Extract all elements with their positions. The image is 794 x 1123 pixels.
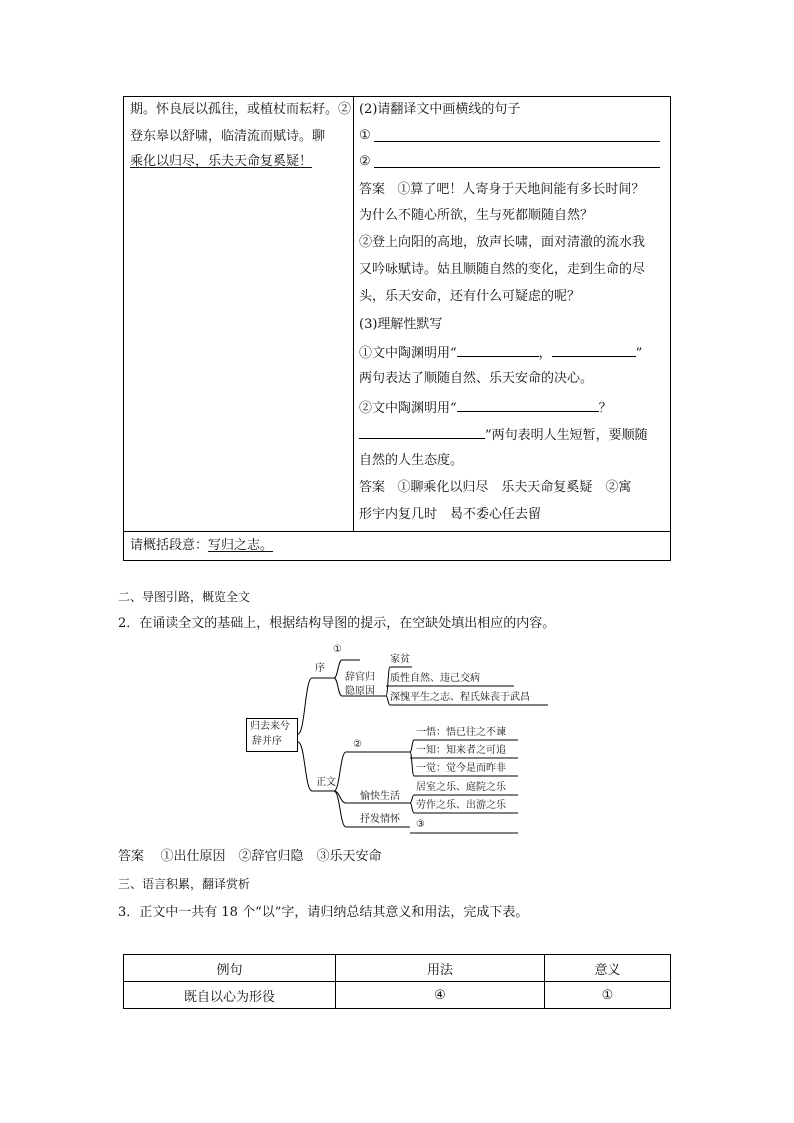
table-cell-usage[interactable]: ④ xyxy=(336,982,545,1009)
q2-answer-line-3: ②登上向阳的高地，放声长啸，面对清澈的流水我 xyxy=(359,235,646,250)
mind-map-blank-2: ② xyxy=(353,739,362,750)
q3-2-line-3: 自然的人生态度。 xyxy=(359,453,464,468)
q3-answer-text-1: ①聊乘化以归尽 乐夫天命复奚疑 ②寓 xyxy=(397,480,632,495)
mind-map-blank-3: ③ xyxy=(416,819,425,830)
q3-answer-line-2: 形宇内复几时 曷不委心任去留 xyxy=(359,507,542,522)
mind-map-reason-3: 深愧平生之志、程氏妹丧于武昌 xyxy=(390,692,530,703)
table-header-row xyxy=(124,955,671,982)
q3-2-question-mark: ？ xyxy=(598,401,612,416)
mind-map-zhengwen: 正文 xyxy=(316,777,336,788)
section-2-heading: 二、导图引路，概览全文 xyxy=(118,590,251,604)
q3-1-close-quote: ” xyxy=(635,346,643,361)
section-2-answer-text: ①出仕原因 ②辞官归隐 ③乐天安命 xyxy=(160,849,382,864)
table-cell-example: 既自以心为形役 xyxy=(124,982,336,1009)
table-cell-meaning[interactable]: ① xyxy=(545,982,671,1009)
table-header-example: 例句 xyxy=(124,955,336,982)
answer-label: 答案 xyxy=(359,480,386,495)
q2-answer-text-1: ①算了吧！人寄身于天地间能有多长时间？ xyxy=(397,182,645,197)
left-text-line-2: 登东皋以舒啸，临清流而赋诗。聊 xyxy=(130,129,326,144)
section-3-heading: 三、语言积累，翻译赏析 xyxy=(118,877,251,891)
mind-map-wu-3: 一觉：觉今是而昨非 xyxy=(416,763,506,774)
mind-map-wu-2: 一知：知来者之可追 xyxy=(416,745,506,756)
q3-1-prefix: ①文中陶渊明用“ xyxy=(359,346,457,361)
mind-map-reason-2: 质性自然、违己交病 xyxy=(390,673,480,684)
left-text-line-1: 期。怀良辰以孤往，或植杖而耘耔。② xyxy=(130,102,352,117)
q3-1-comma: ， xyxy=(538,346,552,361)
mind-map-wu-1: 一悟：悟已往之不谏 xyxy=(416,727,506,738)
q2-answer-line-5: 头，乐天安命，还有什么可疑虑的呢？ xyxy=(359,289,581,304)
q3-2-post: ”两句表明人生短暂，要顺随 xyxy=(485,428,648,443)
mind-map-cigui-line-1: 辞官归 xyxy=(345,672,375,683)
summary-answer: 写归之志。 xyxy=(208,538,274,553)
mind-map-root-line-2: 辞并序 xyxy=(252,736,282,747)
section-2-question: 2．在诵读全文的基础上，根据结构导图的提示，在空缺处填出相应的内容。 xyxy=(118,616,556,631)
mind-map-root-line-1: 归去来兮 xyxy=(250,721,290,732)
q2-blank-1-label: ① xyxy=(359,128,371,143)
left-text-line-3-underlined: 乘化以归尽，乐夫天命复奚疑！ xyxy=(130,154,313,169)
q2-answer-line-4: 又吟咏赋诗。姑且顺随自然的变化，走到生命的尽 xyxy=(359,262,646,277)
table-row xyxy=(124,982,671,1009)
q3-1-post: 两句表达了顺随自然、乐天安命的决心。 xyxy=(359,371,594,386)
mind-map-yukuai-1: 居室之乐、庭院之乐 xyxy=(416,782,506,793)
table-header-usage: 用法 xyxy=(336,955,545,982)
yi-usage-table xyxy=(123,954,671,1009)
mind-map-blank-1: ① xyxy=(333,644,342,655)
q3-title: (3)理解性默写 xyxy=(359,317,443,332)
answer-label: 答案 xyxy=(118,849,145,864)
q2-answer-line-2: 为什么不随心所欲，生与死都顺随自然？ xyxy=(359,208,594,223)
table-header-meaning: 意义 xyxy=(545,955,671,982)
mind-map-shufa: 抒发情怀 xyxy=(360,814,400,825)
answer-label: 答案 xyxy=(359,182,386,197)
q2-blank-2-label: ② xyxy=(359,154,371,169)
q3-2-prefix: ②文中陶渊明用“ xyxy=(359,401,457,416)
mind-map-yukuai-2: 劳作之乐、出游之乐 xyxy=(416,800,506,811)
mind-map-reason-1: 家贫 xyxy=(390,654,410,665)
summary-label: 请概括段意： xyxy=(130,538,209,553)
mind-map-cigui-line-2: 隐原因 xyxy=(345,686,375,697)
mind-map-xu: 序 xyxy=(315,663,325,674)
section-3-question: 3．正文中一共有 18 个“以”字，请归纳总结其意义和用法，完成下表。 xyxy=(118,905,529,920)
mind-map-yukuai: 愉快生活 xyxy=(360,791,400,802)
section-2-answer xyxy=(118,850,382,863)
q2-title: (2)请翻译文中画横线的句子 xyxy=(359,102,521,117)
